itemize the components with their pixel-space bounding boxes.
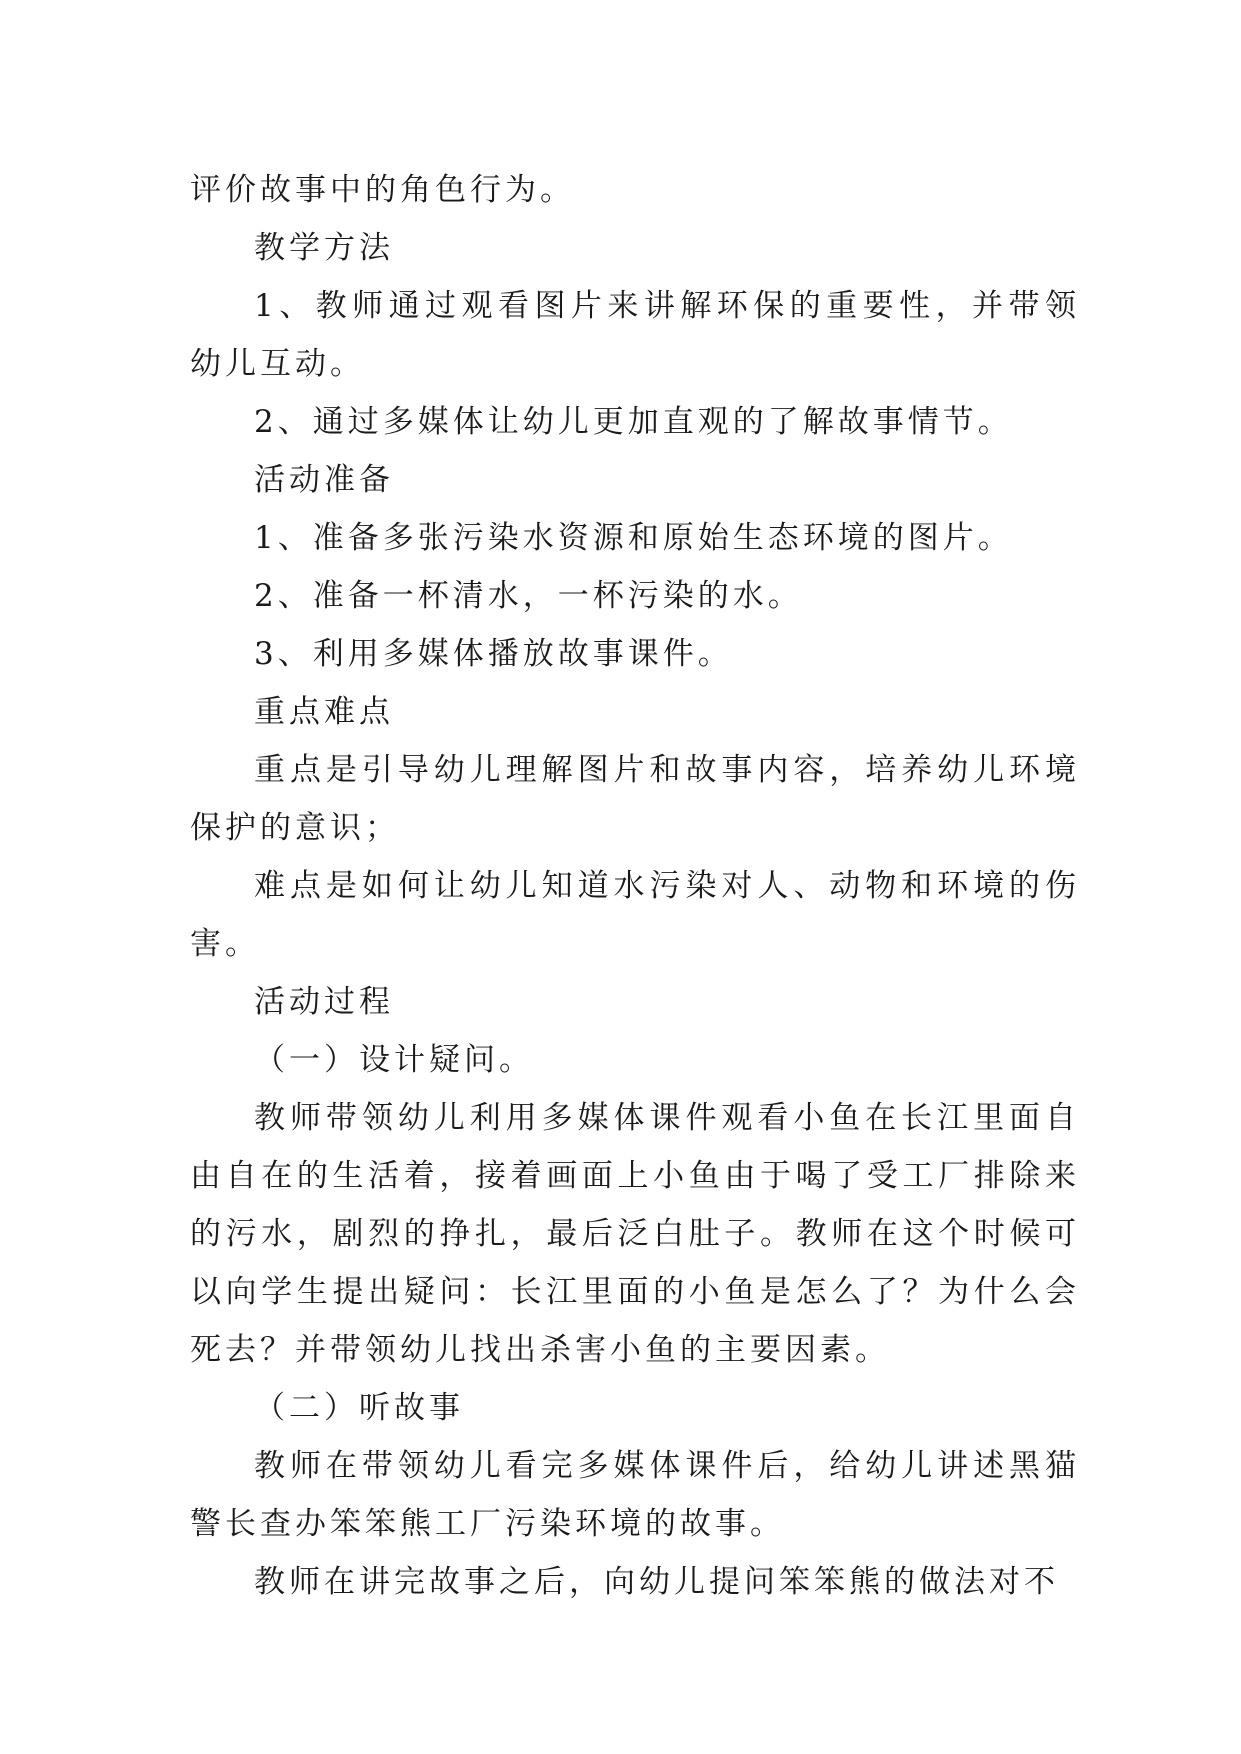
section-heading-activity-preparation: 活动准备: [254, 462, 394, 498]
paragraph: 2、准备一杯清水，一杯污染的水。: [254, 578, 803, 614]
subsection-heading: （一）设计疑问。: [254, 1042, 534, 1078]
paragraph: 评价故事中的角色行为。: [190, 172, 575, 208]
subsection-heading: （二）听故事: [254, 1390, 464, 1426]
paragraph: 难点是如何让幼儿知道水污染对人、动物和环境的伤害。: [190, 868, 1080, 962]
paragraph: 教师带领幼儿利用多媒体课件观看小鱼在长江里面自由自在的生活着，接着画面上小鱼由于喝了受工厂排除来的污水，剧烈的挣扎，最后泛白肚子。教师在这个时候可以向学生提出疑问：长江里面的小鱼是怎么了？为什么会死去？并带领幼儿找出杀害小鱼的主要因素。: [190, 1100, 1080, 1368]
paragraph: 3、利用多媒体播放故事课件。: [254, 636, 733, 672]
paragraph: 1、准备多张污染水资源和原始生态环境的图片。: [254, 520, 1013, 556]
section-heading-teaching-method: 教学方法: [254, 230, 394, 266]
paragraph: 教师在带领幼儿看完多媒体课件后，给幼儿讲述黑猫警长查办笨笨熊工厂污染环境的故事。: [190, 1448, 1080, 1542]
paragraph: 1、教师通过观看图片来讲解环保的重要性，并带领幼儿互动。: [190, 288, 1080, 382]
section-heading-activity-process: 活动过程: [254, 984, 394, 1020]
paragraph: 重点是引导幼儿理解图片和故事内容，培养幼儿环境保护的意识；: [190, 752, 1080, 846]
section-heading-key-difficulties: 重点难点: [254, 694, 394, 730]
paragraph: 教师在讲完故事之后，向幼儿提问笨笨熊的做法对不: [254, 1564, 1059, 1600]
paragraph: 2、通过多媒体让幼儿更加直观的了解故事情节。: [254, 404, 1013, 440]
document-body: [190, 161, 1080, 1611]
